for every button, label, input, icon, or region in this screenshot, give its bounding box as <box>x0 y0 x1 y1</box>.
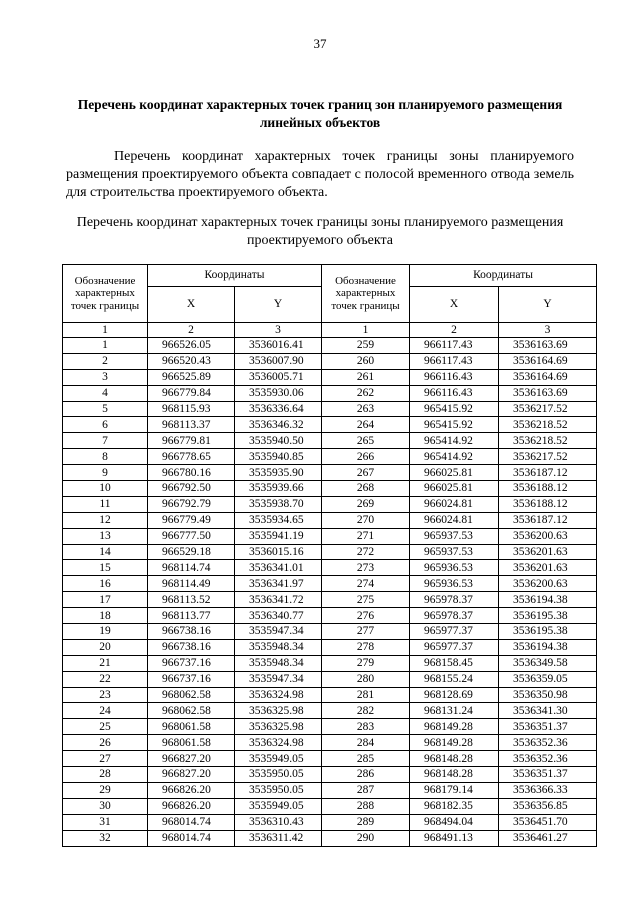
y-cell: 3536349.58 <box>499 655 597 671</box>
x-cell: 966520.43 <box>148 353 235 369</box>
y-cell: 3536195.38 <box>499 624 597 640</box>
x-cell: 965414.92 <box>410 449 499 465</box>
point-id-cell: 277 <box>322 624 410 640</box>
x-cell: 968149.28 <box>410 719 499 735</box>
point-id-cell: 19 <box>63 624 148 640</box>
point-id-cell: 2 <box>63 353 148 369</box>
coordinates-table <box>62 264 597 847</box>
point-id-cell: 270 <box>322 512 410 528</box>
y-cell: 3535935.90 <box>235 465 322 481</box>
y-cell: 3535948.34 <box>235 655 322 671</box>
table-row <box>63 369 597 385</box>
y-cell: 3535940.50 <box>235 433 322 449</box>
table-row <box>63 735 597 751</box>
x-cell: 966792.79 <box>148 496 235 512</box>
point-id-cell: 17 <box>63 592 148 608</box>
y-cell: 3535949.05 <box>235 751 322 767</box>
point-id-cell: 15 <box>63 560 148 576</box>
x-cell: 966779.81 <box>148 433 235 449</box>
point-id-cell: 282 <box>322 703 410 719</box>
x-cell: 966024.81 <box>410 496 499 512</box>
point-id-cell: 21 <box>63 655 148 671</box>
x-cell: 965978.37 <box>410 592 499 608</box>
point-id-cell: 11 <box>63 496 148 512</box>
table-body <box>63 338 597 847</box>
y-cell: 3536194.38 <box>499 592 597 608</box>
y-cell: 3536336.64 <box>235 401 322 417</box>
point-id-cell: 14 <box>63 544 148 560</box>
point-id-cell: 28 <box>63 767 148 783</box>
point-id-cell: 23 <box>63 687 148 703</box>
x-cell: 968148.28 <box>410 767 499 783</box>
table-row <box>63 624 597 640</box>
y-cell: 3535947.34 <box>235 624 322 640</box>
point-id-cell: 271 <box>322 528 410 544</box>
x-cell: 966025.81 <box>410 465 499 481</box>
y-cell: 3536341.72 <box>235 592 322 608</box>
x-cell: 966792.50 <box>148 481 235 497</box>
y-cell: 3536352.36 <box>499 751 597 767</box>
y-cell: 3536218.52 <box>499 417 597 433</box>
point-id-cell: 25 <box>63 719 148 735</box>
point-id-cell: 278 <box>322 639 410 655</box>
x-cell: 966780.16 <box>148 465 235 481</box>
point-id-cell: 284 <box>322 735 410 751</box>
y-cell: 3536164.69 <box>499 369 597 385</box>
point-id-cell: 20 <box>63 639 148 655</box>
y-cell: 3536352.36 <box>499 735 597 751</box>
table-row <box>63 528 597 544</box>
y-cell: 3536325.98 <box>235 703 322 719</box>
x-cell: 965415.92 <box>410 401 499 417</box>
point-id-cell: 26 <box>63 735 148 751</box>
table-row <box>63 814 597 830</box>
col-header-x-left: X <box>148 287 235 323</box>
y-cell: 3536007.90 <box>235 353 322 369</box>
point-id-cell: 266 <box>322 449 410 465</box>
y-cell: 3536341.30 <box>499 703 597 719</box>
x-cell: 968061.58 <box>148 719 235 735</box>
y-cell: 3536350.98 <box>499 687 597 703</box>
y-cell: 3536188.12 <box>499 481 597 497</box>
point-id-cell: 274 <box>322 576 410 592</box>
y-cell: 3536217.52 <box>499 401 597 417</box>
column-index-cell: 3 <box>499 323 597 338</box>
table-row <box>63 830 597 846</box>
point-id-cell: 265 <box>322 433 410 449</box>
x-cell: 966827.20 <box>148 767 235 783</box>
x-cell: 968113.52 <box>148 592 235 608</box>
table-row <box>63 401 597 417</box>
x-cell: 966024.81 <box>410 512 499 528</box>
point-id-cell: 4 <box>63 385 148 401</box>
x-cell: 965977.37 <box>410 639 499 655</box>
y-cell: 3536218.52 <box>499 433 597 449</box>
point-id-cell: 287 <box>322 782 410 798</box>
x-cell: 968062.58 <box>148 687 235 703</box>
point-id-cell: 281 <box>322 687 410 703</box>
table-row <box>63 353 597 369</box>
point-id-cell: 288 <box>322 798 410 814</box>
y-cell: 3536201.63 <box>499 544 597 560</box>
x-cell: 968014.74 <box>148 830 235 846</box>
y-cell: 3536324.98 <box>235 735 322 751</box>
x-cell: 966737.16 <box>148 671 235 687</box>
x-cell: 966117.43 <box>410 338 499 354</box>
point-id-cell: 30 <box>63 798 148 814</box>
table-row <box>63 782 597 798</box>
column-index-row <box>63 323 597 338</box>
point-id-cell: 31 <box>63 814 148 830</box>
point-id-cell: 285 <box>322 751 410 767</box>
y-cell: 3536340.77 <box>235 608 322 624</box>
x-cell: 968155.24 <box>410 671 499 687</box>
y-cell: 3535947.34 <box>235 671 322 687</box>
x-cell: 968115.93 <box>148 401 235 417</box>
column-index-cell: 3 <box>235 323 322 338</box>
y-cell: 3536187.12 <box>499 512 597 528</box>
col-header-y-left: Y <box>235 287 322 323</box>
point-id-cell: 5 <box>63 401 148 417</box>
table-row <box>63 417 597 433</box>
y-cell: 3536200.63 <box>499 576 597 592</box>
table-row <box>63 433 597 449</box>
table-row <box>63 719 597 735</box>
x-cell: 966525.89 <box>148 369 235 385</box>
y-cell: 3536163.69 <box>499 385 597 401</box>
x-cell: 966116.43 <box>410 385 499 401</box>
col-header-coords-left: Координаты <box>148 265 322 287</box>
x-cell: 966526.05 <box>148 338 235 354</box>
table-row <box>63 639 597 655</box>
x-cell: 966827.20 <box>148 751 235 767</box>
y-cell: 3536310.43 <box>235 814 322 830</box>
point-id-cell: 29 <box>63 782 148 798</box>
x-cell: 965977.37 <box>410 624 499 640</box>
x-cell: 966025.81 <box>410 481 499 497</box>
point-id-cell: 290 <box>322 830 410 846</box>
y-cell: 3536325.98 <box>235 719 322 735</box>
col-header-coords-right: Координаты <box>410 265 597 287</box>
intro-paragraph: Перечень координат характерных точек границы зоны планируемого размещения проектируемого объекта совпадает с полосой временного отвода земель для строительства проектируемого объекта. <box>66 149 574 200</box>
point-id-cell: 24 <box>63 703 148 719</box>
column-index-cell: 2 <box>410 323 499 338</box>
col-header-x-right: X <box>410 287 499 323</box>
y-cell: 3536346.32 <box>235 417 322 433</box>
x-cell: 966826.20 <box>148 782 235 798</box>
point-id-cell: 273 <box>322 560 410 576</box>
table-row <box>63 767 597 783</box>
x-cell: 968491.13 <box>410 830 499 846</box>
point-id-cell: 27 <box>63 751 148 767</box>
section-heading: Перечень координат характерных точек границ зон планируемого размещения линейных объектов <box>77 97 563 130</box>
table-row <box>63 560 597 576</box>
x-cell: 966529.18 <box>148 544 235 560</box>
x-cell: 968182.35 <box>410 798 499 814</box>
x-cell: 966738.16 <box>148 624 235 640</box>
table-row <box>63 338 597 354</box>
column-index-cell: 1 <box>322 323 410 338</box>
y-cell: 3536194.38 <box>499 639 597 655</box>
x-cell: 966826.20 <box>148 798 235 814</box>
point-id-cell: 275 <box>322 592 410 608</box>
x-cell: 968131.24 <box>410 703 499 719</box>
x-cell: 968114.74 <box>148 560 235 576</box>
point-id-cell: 276 <box>322 608 410 624</box>
y-cell: 3536200.63 <box>499 528 597 544</box>
y-cell: 3535948.34 <box>235 639 322 655</box>
point-id-cell: 261 <box>322 369 410 385</box>
x-cell: 966779.49 <box>148 512 235 528</box>
point-id-cell: 12 <box>63 512 148 528</box>
x-cell: 968158.45 <box>410 655 499 671</box>
y-cell: 3536016.41 <box>235 338 322 354</box>
x-cell: 965978.37 <box>410 608 499 624</box>
table-row <box>63 449 597 465</box>
table-caption: Перечень координат характерных точек границы зоны планируемого размещения проектируемого объекта <box>76 215 564 248</box>
x-cell: 966738.16 <box>148 639 235 655</box>
table-row <box>63 385 597 401</box>
y-cell: 3536359.05 <box>499 671 597 687</box>
point-id-cell: 289 <box>322 814 410 830</box>
point-id-cell: 10 <box>63 481 148 497</box>
col-header-point-right: Обозначение характерных точек границы <box>322 265 410 323</box>
column-index-cell: 1 <box>63 323 148 338</box>
table-row <box>63 751 597 767</box>
table-row <box>63 496 597 512</box>
point-id-cell: 259 <box>322 338 410 354</box>
x-cell: 968113.37 <box>148 417 235 433</box>
x-cell: 966737.16 <box>148 655 235 671</box>
point-id-cell: 269 <box>322 496 410 512</box>
table-row <box>63 592 597 608</box>
x-cell: 968014.74 <box>148 814 235 830</box>
x-cell: 965937.53 <box>410 544 499 560</box>
col-header-point-left: Обозначение характерных точек границы <box>63 265 148 323</box>
point-id-cell: 16 <box>63 576 148 592</box>
y-cell: 3535939.66 <box>235 481 322 497</box>
y-cell: 3535934.65 <box>235 512 322 528</box>
y-cell: 3536188.12 <box>499 496 597 512</box>
x-cell: 965414.92 <box>410 433 499 449</box>
x-cell: 966777.50 <box>148 528 235 544</box>
point-id-cell: 18 <box>63 608 148 624</box>
y-cell: 3535950.05 <box>235 767 322 783</box>
table-row <box>63 608 597 624</box>
x-cell: 968149.28 <box>410 735 499 751</box>
x-cell: 966778.65 <box>148 449 235 465</box>
x-cell: 968113.77 <box>148 608 235 624</box>
x-cell: 966779.84 <box>148 385 235 401</box>
point-id-cell: 7 <box>63 433 148 449</box>
y-cell: 3535940.85 <box>235 449 322 465</box>
point-id-cell: 260 <box>322 353 410 369</box>
x-cell: 965936.53 <box>410 576 499 592</box>
x-cell: 966116.43 <box>410 369 499 385</box>
x-cell: 968148.28 <box>410 751 499 767</box>
x-cell: 968128.69 <box>410 687 499 703</box>
point-id-cell: 279 <box>322 655 410 671</box>
point-id-cell: 13 <box>63 528 148 544</box>
x-cell: 968062.58 <box>148 703 235 719</box>
y-cell: 3536356.85 <box>499 798 597 814</box>
x-cell: 968179.14 <box>410 782 499 798</box>
table-row <box>63 798 597 814</box>
point-id-cell: 8 <box>63 449 148 465</box>
y-cell: 3535938.70 <box>235 496 322 512</box>
y-cell: 3536195.38 <box>499 608 597 624</box>
y-cell: 3536187.12 <box>499 465 597 481</box>
point-id-cell: 286 <box>322 767 410 783</box>
y-cell: 3536324.98 <box>235 687 322 703</box>
column-index-cell: 2 <box>148 323 235 338</box>
y-cell: 3536351.37 <box>499 767 597 783</box>
x-cell: 965415.92 <box>410 417 499 433</box>
y-cell: 3536201.63 <box>499 560 597 576</box>
y-cell: 3536311.42 <box>235 830 322 846</box>
point-id-cell: 3 <box>63 369 148 385</box>
point-id-cell: 22 <box>63 671 148 687</box>
y-cell: 3536217.52 <box>499 449 597 465</box>
table-row <box>63 544 597 560</box>
x-cell: 965937.53 <box>410 528 499 544</box>
y-cell: 3535949.05 <box>235 798 322 814</box>
table-row <box>63 703 597 719</box>
y-cell: 3536005.71 <box>235 369 322 385</box>
point-id-cell: 264 <box>322 417 410 433</box>
x-cell: 966117.43 <box>410 353 499 369</box>
point-id-cell: 280 <box>322 671 410 687</box>
point-id-cell: 9 <box>63 465 148 481</box>
y-cell: 3536163.69 <box>499 338 597 354</box>
point-id-cell: 1 <box>63 338 148 354</box>
point-id-cell: 263 <box>322 401 410 417</box>
point-id-cell: 6 <box>63 417 148 433</box>
table-row <box>63 655 597 671</box>
y-cell: 3535950.05 <box>235 782 322 798</box>
point-id-cell: 262 <box>322 385 410 401</box>
y-cell: 3535941.19 <box>235 528 322 544</box>
table-row <box>63 671 597 687</box>
page-number: 37 <box>313 36 327 51</box>
table-row <box>63 687 597 703</box>
x-cell: 965936.53 <box>410 560 499 576</box>
y-cell: 3536341.01 <box>235 560 322 576</box>
table-row <box>63 512 597 528</box>
point-id-cell: 268 <box>322 481 410 497</box>
y-cell: 3536451.70 <box>499 814 597 830</box>
x-cell: 968061.58 <box>148 735 235 751</box>
y-cell: 3535930.06 <box>235 385 322 401</box>
col-header-y-right: Y <box>499 287 597 323</box>
y-cell: 3536164.69 <box>499 353 597 369</box>
table-row <box>63 576 597 592</box>
point-id-cell: 283 <box>322 719 410 735</box>
table-row <box>63 481 597 497</box>
point-id-cell: 272 <box>322 544 410 560</box>
y-cell: 3536366.33 <box>499 782 597 798</box>
point-id-cell: 267 <box>322 465 410 481</box>
y-cell: 3536015.16 <box>235 544 322 560</box>
x-cell: 968494.04 <box>410 814 499 830</box>
y-cell: 3536351.37 <box>499 719 597 735</box>
point-id-cell: 32 <box>63 830 148 846</box>
x-cell: 968114.49 <box>148 576 235 592</box>
y-cell: 3536461.27 <box>499 830 597 846</box>
y-cell: 3536341.97 <box>235 576 322 592</box>
table-row <box>63 465 597 481</box>
